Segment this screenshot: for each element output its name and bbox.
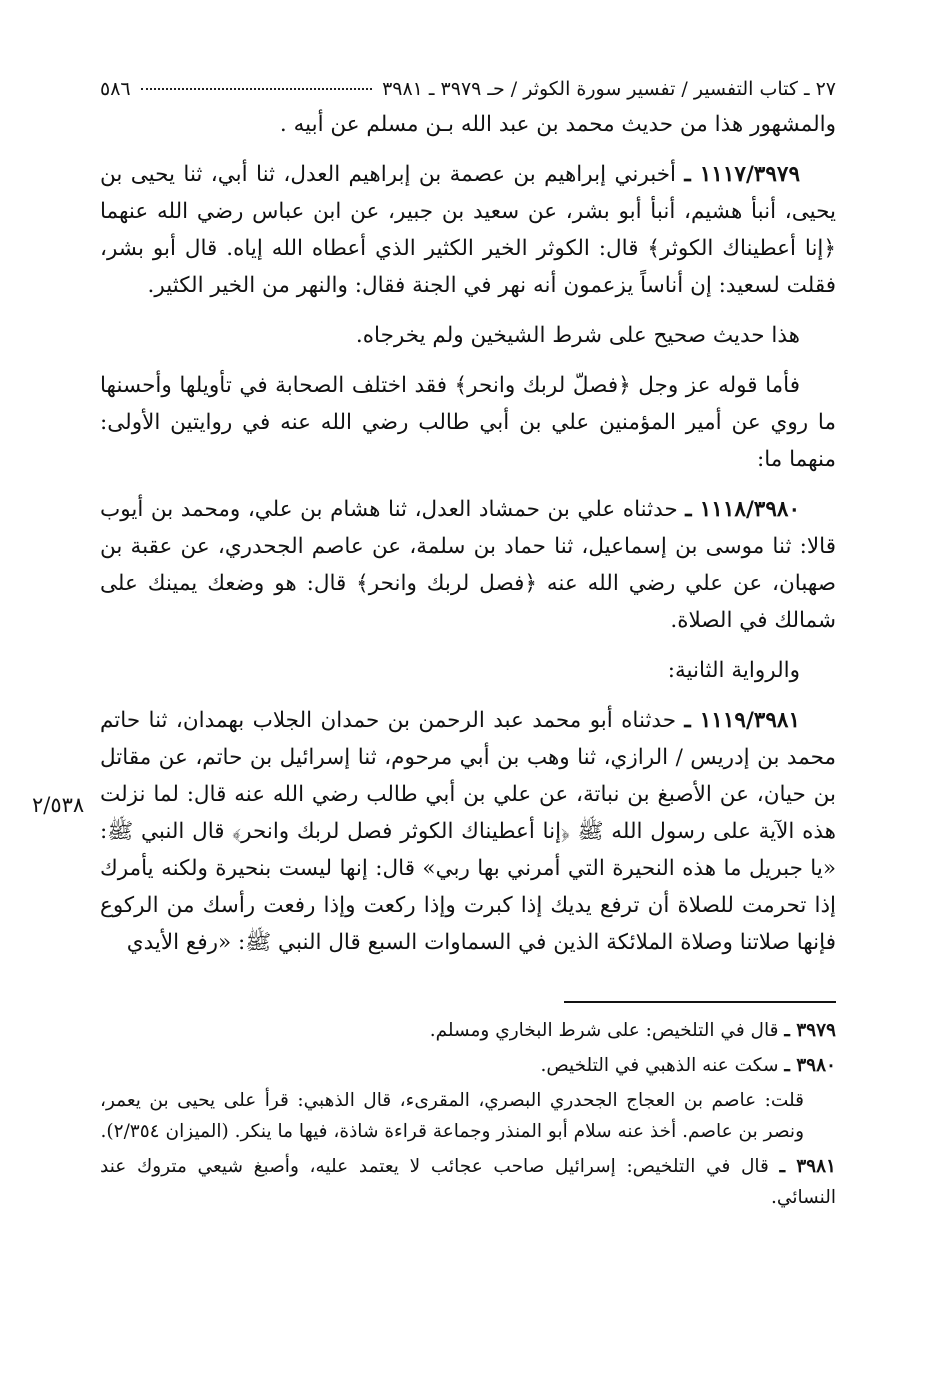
- footnotes: [100, 1015, 836, 1213]
- hadith-number: ١١١٨/٣٩٨٠ ـ: [685, 497, 800, 522]
- page-number: ٥٨٦: [100, 78, 131, 100]
- header-title: ٢٧ ـ كتاب التفسير / تفسير سورة الكوثر / حـ ٣٩٧٩ ـ ٣٩٨١: [382, 78, 836, 100]
- paragraph: هذا حديث صحيح على شرط الشيخين ولم يخرجاه.: [355, 323, 800, 348]
- footnote-divider: [564, 1001, 836, 1003]
- hadith-paragraph: ١١١٨/٣٩٨٠ ـ حدثناه علي بن حمشاد العدل، ثنا هشام بن علي، ومحمد بن أيوب قالا: ثنا موسى بن إسماعيل، ثنا حماد بن سلمة، عن عاصم الجحدري، عن عقبة بن صهبان، عن علي رضي الله عنه ﴿فصل لربك وانحر﴾ قال: هو وضعك يمينك على شمالك في الصلاة.: [100, 497, 836, 633]
- footnote: ٣٩٨١ ـ قال في التلخيص: إسرائيل صاحب عجائب لا يعتمد عليه، وأصبغ شيعي متروك عند النسائي.: [100, 1156, 836, 1208]
- hadith-paragraph: ١١١٧/٣٩٧٩ ـ أخبرني إبراهيم بن عصمة بن إبراهيم العدل، ثنا أبي، ثنا يحيى بن يحيى، أنبأ هشيم، أنبأ أبو بشر، عن سعيد بن جبير، عن ابن عباس رضي الله عنهما ﴿إنا أعطيناك الكوثر﴾ قال: الكوثر الخير الكثير الذي أعطاه الله إياه. قال أبو بشر، فقلت لسعيد: إن أناساً يزعمون أنه نهر في الجنة فقال: والنهر من الخير الكثير.: [100, 162, 836, 298]
- footnote: ٣٩٧٩ ـ قال في التلخيص: على شرط البخاري ومسلم.: [429, 1020, 836, 1041]
- paragraph: فأما قوله عز وجل ﴿فصلّ لربك وانحر﴾ فقد اختلف الصحابة في تأويلها وأحسنها ما روي عن أمير المؤمنين علي بن أبي طالب رضي الله عنه في روايتين الأولى: منهما ما:: [100, 373, 836, 472]
- main-text: [100, 106, 836, 961]
- footnote: ٣٩٨٠ ـ سكت عنه الذهبي في التلخيص.: [540, 1055, 836, 1076]
- footnote: قلت: عاصم بن العجاج الجحدري البصري، المقرىء، قال الذهبي: قرأ على يحيى بن يعمر، ونصر بن عاصم. أخذ عنه سلام أبو المنذر وجماعة قراءة شاذة، فيها ما ينكر. (الميزان ٢/٣٥٤).: [100, 1090, 804, 1142]
- running-header: [100, 78, 836, 106]
- paragraph: والرواية الثانية:: [667, 658, 800, 683]
- paragraph: والمشهور هذا من حديث محمد بن عبد الله بـن مسلم عن أبيه .: [279, 112, 836, 137]
- hadith-number: ١١١٩/٣٩٨١ ـ: [684, 708, 800, 733]
- margin-reference: ٢/٥٣٨: [32, 793, 85, 817]
- hadith-number: ١١١٧/٣٩٧٩ ـ: [684, 162, 800, 187]
- hadith-paragraph: ١١١٩/٣٩٨١ ـ حدثناه أبو محمد عبد الرحمن بن حمدان الجلاب بهمدان، ثنا حاتم محمد بن إدريس / الرازي، ثنا وهب بن أبي مرحوم، ثنا إسرائيل بن حاتم، عن مقاتل بن حيان، عن الأصبغ بن نباتة، عن علي بن أبي طالب رضي الله عنه قال: لما نزلت هذه الآية على رسول الله ﷺ ﴿إنا أعطيناك الكوثر فصل لربك وانحر﴾ قال النبي ﷺ: «يا جبريل ما هذه النحيرة التي أمرني بها ربي» قال: إنها ليست بنحيرة ولكنه يأمرك إذا تحرمت للصلاة أن ترفع يديك إذا كبرت وإذا ركعت وإذا رفعت رأسك من الركوع فإنها صلاتنا وصلاة الملائكة الذين في السماوات السبع قال النبي ﷺ: «رفع الأيدي: [100, 708, 836, 955]
- header-dot-leader: [141, 88, 372, 90]
